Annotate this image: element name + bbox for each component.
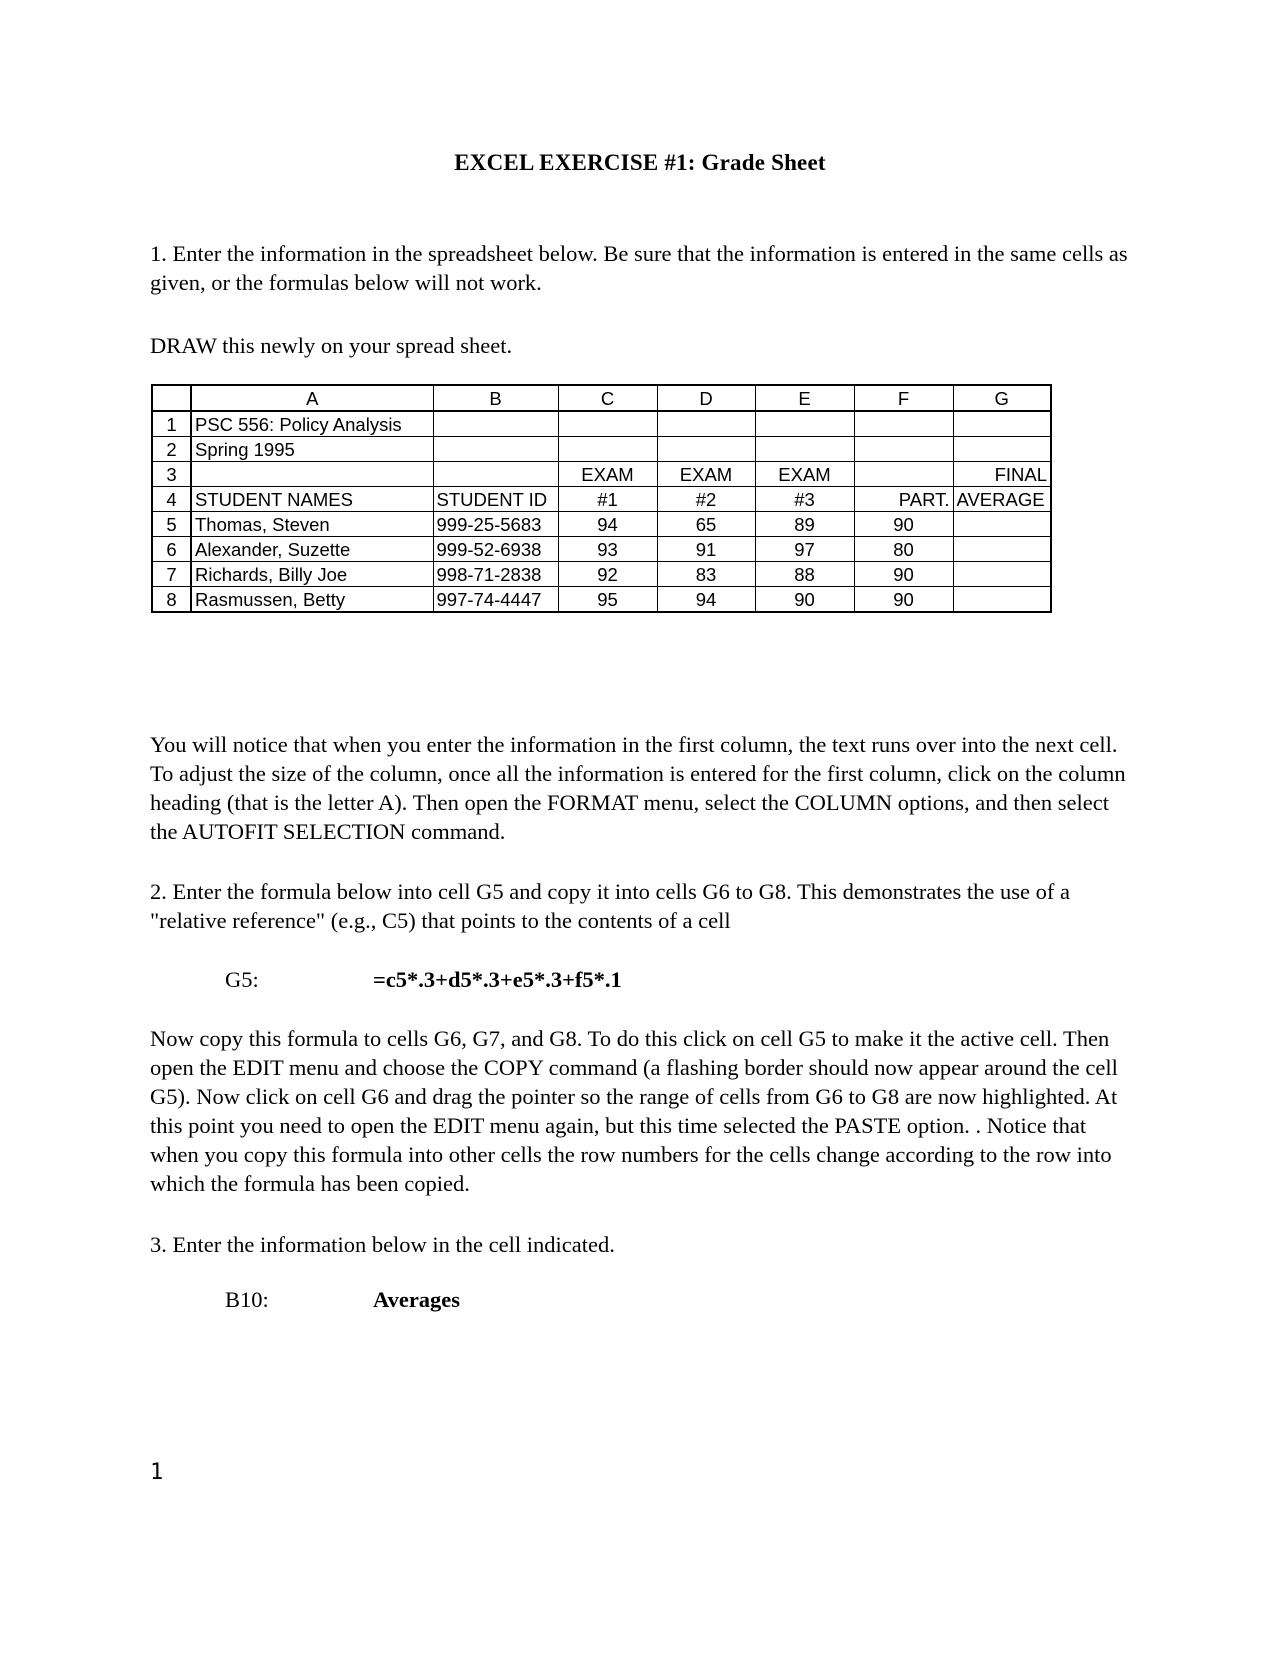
cell-c7: 92 xyxy=(558,562,657,587)
column-header-b: B xyxy=(433,385,558,411)
cell-d1 xyxy=(657,411,755,437)
cell-g3: FINAL xyxy=(953,462,1051,487)
sheet-row-7 xyxy=(152,562,1051,587)
cell-f2 xyxy=(854,437,953,462)
sheet-row-3 xyxy=(152,462,1051,487)
cell-g7 xyxy=(953,562,1051,587)
formula-value: =c5*.3+d5*.3+e5*.3+f5*.1 xyxy=(373,967,622,992)
cell-c5: 94 xyxy=(558,512,657,537)
cell-b5: 999-25-5683 xyxy=(433,512,558,537)
column-header-g: G xyxy=(953,385,1051,411)
cell-a7: Richards, Billy Joe xyxy=(191,562,433,587)
row-number: 8 xyxy=(152,587,191,613)
cell-e4: #3 xyxy=(755,487,854,512)
autofit-paragraph: You will notice that when you enter the information in the first column, the text runs over into the next cell. To adjust the size of the column, once all the information is entered for the first column, click on the column heading (that is the letter A). Then open the FORMAT menu, select the COLUMN options, and then select the AUTOFIT SELECTION command. xyxy=(150,732,1126,844)
sheet-row-2 xyxy=(152,437,1051,462)
cell-f8: 90 xyxy=(854,587,953,613)
row-number: 4 xyxy=(152,487,191,512)
cell-d3: EXAM xyxy=(657,462,755,487)
copy-paragraph: Now copy this formula to cells G6, G7, and G8. To do this click on cell G5 to make it the active cell. Then open the EDIT menu and choose the COPY command (a flashing border should now appear around the cell G5). Now click on cell G6 and drag the pointer so the range of cells from G6 to G8 are now highlighted. At this point you need to open the EDIT menu again, but this time selected the PASTE option. . Notice that when you copy this formula into other cells the row numbers for the cells change according to the row into which the formula has been copied. xyxy=(150,1026,1118,1196)
instruction-1: 1. Enter the information in the spreadsheet below. Be sure that the information is entered in the same cells as given, or the formulas below will not work. xyxy=(150,241,1128,295)
cell-c2 xyxy=(558,437,657,462)
cell-d6: 91 xyxy=(657,537,755,562)
sheet-row-5 xyxy=(152,512,1051,537)
row-number: 2 xyxy=(152,437,191,462)
cell-b8: 997-74-4447 xyxy=(433,587,558,613)
cell-b2 xyxy=(433,437,558,462)
row-number: 6 xyxy=(152,537,191,562)
cell-g6 xyxy=(953,537,1051,562)
cell-e7: 88 xyxy=(755,562,854,587)
cell-c3: EXAM xyxy=(558,462,657,487)
cell-f1 xyxy=(854,411,953,437)
sheet-row-1 xyxy=(152,411,1051,437)
cell-e1 xyxy=(755,411,854,437)
cell-g2 xyxy=(953,437,1051,462)
instruction-3: 3. Enter the information below in the cell indicated. xyxy=(150,1232,615,1257)
cell-c1 xyxy=(558,411,657,437)
cell-d8: 94 xyxy=(657,587,755,613)
column-header-row xyxy=(152,385,1051,411)
cell-d7: 83 xyxy=(657,562,755,587)
column-header-d: D xyxy=(657,385,755,411)
row-number: 3 xyxy=(152,462,191,487)
cell-c4: #1 xyxy=(558,487,657,512)
cell-d5: 65 xyxy=(657,512,755,537)
sheet-row-8 xyxy=(152,587,1051,613)
corner-cell xyxy=(152,385,191,411)
cell-f3 xyxy=(854,462,953,487)
formula-cell-label: G5: xyxy=(225,967,259,992)
cell-a1: PSC 556: Policy Analysis xyxy=(191,411,433,437)
cell-c6: 93 xyxy=(558,537,657,562)
cell-e8: 90 xyxy=(755,587,854,613)
cell-b4: STUDENT ID xyxy=(433,487,558,512)
column-header-a: A xyxy=(191,385,433,411)
cell-e5: 89 xyxy=(755,512,854,537)
sheet-row-4 xyxy=(152,487,1051,512)
cell-a2: Spring 1995 xyxy=(191,437,433,462)
entry-cell-label: B10: xyxy=(225,1287,269,1312)
spreadsheet-table xyxy=(151,384,1052,613)
document-title: EXCEL EXERCISE #1: Grade Sheet xyxy=(454,150,826,175)
cell-f4: PART. xyxy=(854,487,953,512)
cell-d2 xyxy=(657,437,755,462)
cell-a4: STUDENT NAMES xyxy=(191,487,433,512)
column-header-c: C xyxy=(558,385,657,411)
cell-g4: AVERAGE xyxy=(953,487,1051,512)
row-number: 5 xyxy=(152,512,191,537)
cell-d4: #2 xyxy=(657,487,755,512)
row-number: 7 xyxy=(152,562,191,587)
cell-e2 xyxy=(755,437,854,462)
cell-e3: EXAM xyxy=(755,462,854,487)
instruction-2: 2. Enter the formula below into cell G5 and copy it into cells G6 to G8. This demonstrates the use of a "relative reference" (e.g., C5) that points to the contents of a cell xyxy=(150,879,1071,933)
cell-b3 xyxy=(433,462,558,487)
cell-f7: 90 xyxy=(854,562,953,587)
cell-e6: 97 xyxy=(755,537,854,562)
column-header-e: E xyxy=(755,385,854,411)
cell-a3 xyxy=(191,462,433,487)
row-number: 1 xyxy=(152,411,191,437)
sheet-row-6 xyxy=(152,537,1051,562)
column-header-f: F xyxy=(854,385,953,411)
cell-a8: Rasmussen, Betty xyxy=(191,587,433,613)
cell-g8 xyxy=(953,587,1051,613)
cell-c8: 95 xyxy=(558,587,657,613)
cell-f6: 80 xyxy=(854,537,953,562)
entry-value: Averages xyxy=(373,1287,461,1312)
cell-a6: Alexander, Suzette xyxy=(191,537,433,562)
cell-g1 xyxy=(953,411,1051,437)
cell-b7: 998-71-2838 xyxy=(433,562,558,587)
draw-note: DRAW this newly on your spread sheet. xyxy=(150,333,513,358)
page-number: 1 xyxy=(150,1460,164,1485)
cell-b6: 999-52-6938 xyxy=(433,537,558,562)
cell-g5 xyxy=(953,512,1051,537)
cell-f5: 90 xyxy=(854,512,953,537)
cell-b1 xyxy=(433,411,558,437)
cell-a5: Thomas, Steven xyxy=(191,512,433,537)
